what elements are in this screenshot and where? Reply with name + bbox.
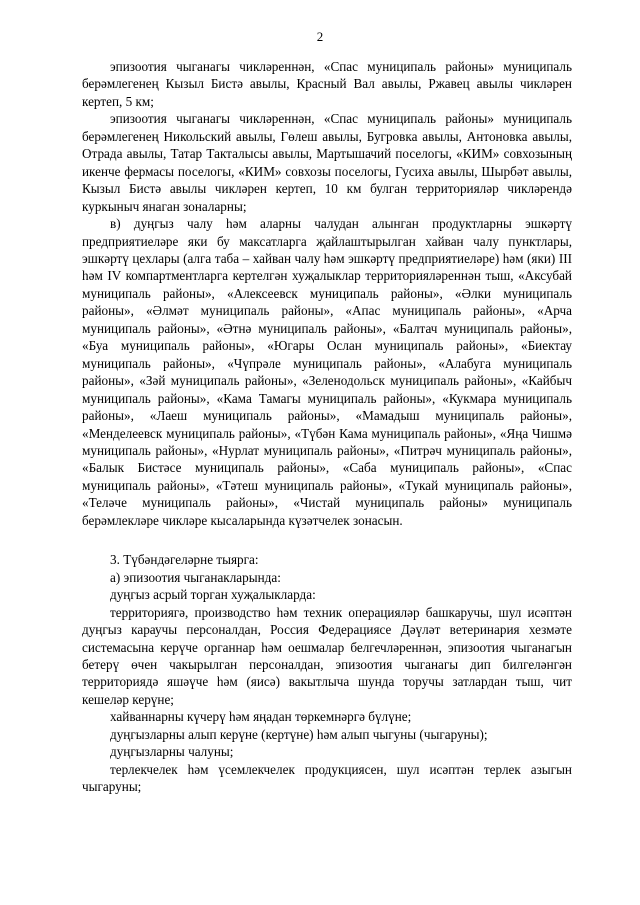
page-number: 2 bbox=[316, 29, 324, 44]
paragraph-gap bbox=[82, 529, 572, 551]
paragraph-surveillance-zone: в) дуңгыз чалу һәм аларны чалудан алынган продуктларны эшкәртү предприятиеләре яки бу максатларга җайлаштырылган хайван чалу пунктлары, эшкәртү цехлары (алга таба – хайван чалу һәм эшкәртү предприятиеләре) һәм (яки) III һәм IV компартментларга кертелгән хуҗалыклар территорияләреннән тыш, «Аксубай муниципаль районы», «Алексеевск муниципаль районы», «Әлки муниципаль районы», «Әлмәт муниципаль районы», «Апас муниципаль районы», «Арча муниципаль районы», «Әтнә муниципаль районы», «Балтач муниципаль районы», «Буа муниципаль районы», «Югары Ослан муниципаль районы», «Биектау муниципаль районы», «Чүпрәле муниципаль районы», «Алабуга муниципаль районы», «Зәй муниципаль районы», «Зеленодольск муниципаль районы», «Кайбыч муниципаль районы», «Кама Тамагы муниципаль районы», «Кукмара муниципаль районы», «Лаеш муниципаль районы», «Мамадыш муниципаль районы», «Менделеевск муниципаль районы», «Түбән Кама муниципаль районы», «Яңа Чишмә муниципаль районы», «Нурлат муниципаль районы», «Питрәч муниципаль районы», «Балык Бистәсе муниципаль районы», «Саба муниципаль районы», «Спас муниципаль районы», «Тәтеш муниципаль районы», «Тукай муниципаль районы», «Теләче муниципаль районы», «Чистай муниципаль районы» муниципаль берәмлекләре чикләре кысаларында күзәтчелек зонасын. bbox=[82, 216, 572, 528]
paragraph-danger-zone-10km: эпизоотия чыганагы чикләреннән, «Спас муниципаль районы» муниципаль берәмлегенең Никольский авылы, Гөлеш авылы, Бугровка авылы, Антоновка авылы, Отрада авылы, Татар Такталысы авылы, Мартышачий поселогы, «КИМ» совхозының икенче фермасы поселогы, «КИМ» совхозы поселогы, Гусиха авылы, Шырбәт авылы, Кызыл Бистә авылы чикләрен кертеп, 10 км булган территорияләр чикләрендә куркыныч янаган зоналарны; bbox=[82, 111, 572, 214]
paragraph-entry-ban: территориягә, производство һәм техник операцияләр башкаручы, шул исәптән дуңгыз караучы персоналдан, Россия Федерациясе Дәүләт ветеринария хезмәте системасына керүче органнар һәм оешмалар белгечләреннән, эпизоотия чыганагын бетерү өчен чакырылган персоналдан, эпизоотия чыганагы дип билгеләнгән территориядә яшәүче һәм (яисә) вакытлыча шунда торучы затлардан тыш, чит кешеләр керүне; bbox=[82, 604, 572, 707]
paragraph-pig-farms: дуңгыз асрый торган хуҗалыкларда: bbox=[110, 587, 316, 603]
paragraph-danger-zone-5km: эпизоотия чыганагы чикләреннән, «Спас муниципаль районы» муниципаль берәмлегенең Кызыл Бистә авылы, Красный Вал авылы, Ржавец авылы чикләрен кертеп, 5 км; bbox=[82, 59, 572, 109]
paragraph-item-a: а) эпизоотия чыганакларында: bbox=[110, 569, 281, 585]
paragraph-regrouping-ban: хайваннарны күчерү һәм яңадан төркемнәргә бүлүне; bbox=[110, 709, 412, 725]
paragraph-slaughter-ban: дуңгызларны чалуны; bbox=[110, 744, 234, 760]
paragraph-transport-ban: дуңгызларны алып керүне (кертүне) һәм алып чыгуны (чыгаруны); bbox=[110, 726, 488, 742]
paragraph-section-3-heading: 3. Түбәндәгеләрне тыярга: bbox=[110, 552, 259, 568]
document-body bbox=[82, 58, 572, 796]
paragraph-products-ban: терлекчелек һәм үсемлекчелек продукциясен, шул исәптән терлек азыгын чыгаруны; bbox=[82, 761, 572, 795]
